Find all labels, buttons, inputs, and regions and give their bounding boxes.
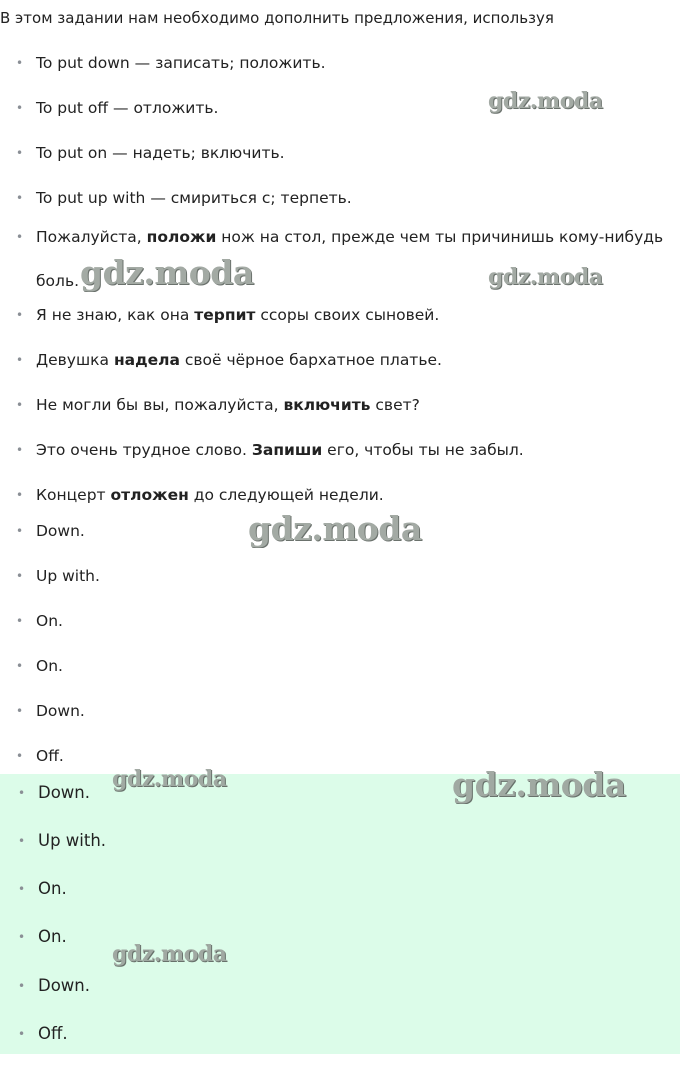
- list-item: [16, 395, 420, 415]
- watermark-logo: gdz.moda: [112, 766, 227, 792]
- answer-text: Off.: [36, 747, 64, 765]
- bullet: •: [18, 834, 26, 848]
- bullet: •: [18, 882, 26, 896]
- bullet: •: [16, 704, 24, 718]
- answer-text: Down.: [38, 976, 90, 995]
- bullet: •: [16, 524, 24, 538]
- sentence-after: его, чтобы ты не забыл.: [322, 441, 524, 459]
- bullet: •: [16, 488, 24, 502]
- dash: —: [107, 144, 133, 162]
- bullet: •: [16, 353, 24, 367]
- list-item: [18, 927, 67, 947]
- bullet: •: [16, 308, 24, 322]
- sentence-after: нож на стол, прежде чем ты причинишь кому-нибудь боль.: [36, 228, 664, 290]
- sentence-verb: положи: [146, 228, 217, 246]
- list-item: [18, 783, 90, 803]
- vocab-term: To put down: [36, 54, 130, 72]
- answer-text: Down.: [36, 702, 85, 720]
- sentence-verb: отложен: [110, 486, 189, 504]
- list-item: [16, 53, 326, 73]
- sentence-after: свет?: [370, 396, 420, 414]
- list-item: [18, 831, 107, 851]
- list-item: [16, 746, 64, 766]
- bullet: •: [16, 398, 24, 412]
- sentence-verb: включить: [283, 396, 371, 414]
- bullet: •: [16, 191, 24, 205]
- answer-text: Off.: [38, 1024, 68, 1043]
- vocab-term: To put up with: [36, 189, 146, 207]
- answer-text: Down.: [36, 522, 85, 540]
- list-item: [16, 440, 524, 460]
- list-item: [18, 1024, 68, 1044]
- bullet: •: [16, 146, 24, 160]
- list-item: [16, 350, 442, 370]
- bullet: •: [16, 749, 24, 763]
- list-item: [16, 656, 63, 676]
- sentence-verb: терпит: [194, 306, 256, 324]
- list-item: [18, 976, 90, 996]
- sentence-before: Это очень трудное слово.: [36, 441, 252, 459]
- bullet: •: [18, 930, 26, 944]
- list-item: [16, 566, 100, 586]
- vocab-translation: смириться с; терпеть.: [170, 189, 352, 207]
- answer-text: Down.: [38, 783, 90, 802]
- bullet: •: [16, 230, 24, 244]
- answer-text: On.: [36, 657, 63, 675]
- list-item: [16, 188, 352, 208]
- sentence-verb: надела: [113, 351, 180, 369]
- sentence-before: Пожалуйста,: [36, 228, 147, 246]
- vocab-translation: записать; положить.: [155, 54, 326, 72]
- bullet: •: [16, 569, 24, 583]
- highlighted-answers-block: [0, 774, 680, 1054]
- answer-text: On.: [38, 927, 67, 946]
- list-item: [18, 879, 67, 899]
- dash: —: [108, 99, 134, 117]
- list-item: [16, 143, 285, 163]
- bullet: •: [18, 1027, 26, 1041]
- sentence-before: Я не знаю, как она: [36, 306, 195, 324]
- answer-text: Up with.: [36, 567, 100, 585]
- watermark-logo: gdz.moda: [112, 941, 227, 967]
- list-item: [16, 485, 384, 505]
- sentence-after: своё чёрное бархатное платье.: [179, 351, 442, 369]
- sentence-after: до следующей недели.: [188, 486, 384, 504]
- sentence-before: Не могли бы вы, пожалуйста,: [36, 396, 284, 414]
- intro-text: В этом задании нам необходимо дополнить предложения, используя: [0, 9, 554, 27]
- watermark-logo: gdz.moda: [248, 509, 422, 548]
- vocab-translation: отложить.: [133, 99, 219, 117]
- watermark-logo: gdz.moda: [80, 253, 254, 292]
- bullet: •: [16, 101, 24, 115]
- dash: —: [129, 54, 156, 72]
- sentence-before: Концерт: [36, 486, 111, 504]
- list-item: [16, 305, 440, 325]
- bullet: •: [16, 659, 24, 673]
- sentence-after: ссоры своих сыновей.: [255, 306, 440, 324]
- sentence-before: Девушка: [36, 351, 114, 369]
- bullet: •: [16, 614, 24, 628]
- watermark-logo: gdz.moda: [488, 88, 603, 114]
- bullet: •: [18, 786, 26, 800]
- sentence-verb: Запиши: [251, 441, 323, 459]
- answer-text: Up with.: [38, 831, 107, 850]
- list-item: [16, 98, 219, 118]
- watermark-logo: gdz.moda: [452, 765, 626, 804]
- vocab-translation: надеть; включить.: [132, 144, 285, 162]
- list-item: [16, 521, 85, 541]
- bullet: •: [16, 56, 24, 70]
- watermark-logo: gdz.moda: [488, 264, 603, 290]
- vocab-term: To put off: [36, 99, 109, 117]
- list-item: [16, 611, 63, 631]
- answer-text: On.: [38, 879, 67, 898]
- list-item: [16, 701, 85, 721]
- bullet: •: [18, 979, 26, 993]
- dash: —: [145, 189, 171, 207]
- vocab-term: To put on: [36, 144, 108, 162]
- answer-text: On.: [36, 612, 63, 630]
- bullet: •: [16, 443, 24, 457]
